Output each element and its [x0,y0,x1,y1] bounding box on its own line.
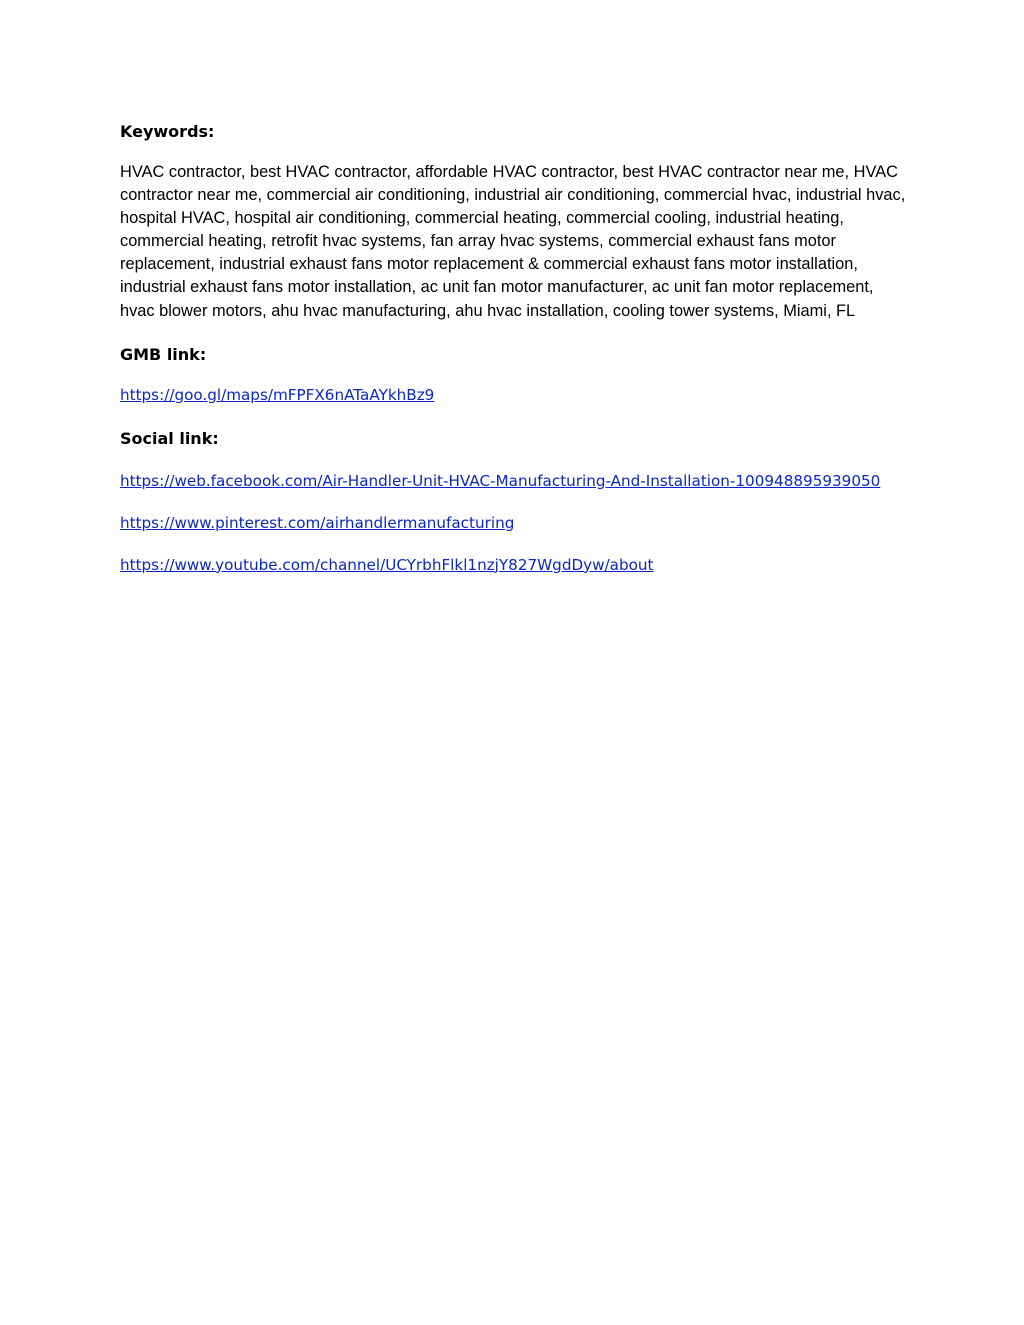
social-link-line-youtube [120,555,910,575]
social-link-line-facebook [120,471,910,491]
keywords-paragraph: HVAC contractor, best HVAC contractor, affordable HVAC contractor, best HVAC contractor near me, HVAC contractor near me, commercial air conditioning, industrial air conditioning, commercial hvac, industrial hvac, hospital HVAC, hospital air conditioning, commercial heating, commercial cooling, industrial heating, commercial heating, retrofit hvac systems, fan array hvac systems, commercial exhaust fans motor replacement, industrial exhaust fans motor replacement & commercial exhaust fans motor installation, industrial exhaust fans motor installation, ac unit fan motor manufacturer, ac unit fan motor replacement, hvac blower motors, ahu hvac manufacturing, ahu hvac installation, cooling tower systems, Miami, FL [120,163,906,320]
gmb-link[interactable]: https://goo.gl/maps/mFPFX6nATaAYkhBz9 [120,385,435,404]
facebook-link[interactable]: https://web.facebook.com/Air-Handler-Unit-HVAC-Manufacturing-And-Installation-100948895939050 [120,471,881,490]
keywords-heading: Keywords: [120,122,215,141]
gmb-link-heading: GMB link: [120,344,207,364]
gmb-link-line [120,385,910,405]
social-link-heading: Social link: [120,428,219,448]
social-link-line-pinterest [120,513,910,533]
youtube-link[interactable]: https://www.youtube.com/channel/UCYrbhFlkl1nzjY827WgdDyw/about [120,555,654,574]
document-content [120,120,910,597]
pinterest-link[interactable]: https://www.pinterest.com/airhandlermanufacturing [120,513,515,532]
